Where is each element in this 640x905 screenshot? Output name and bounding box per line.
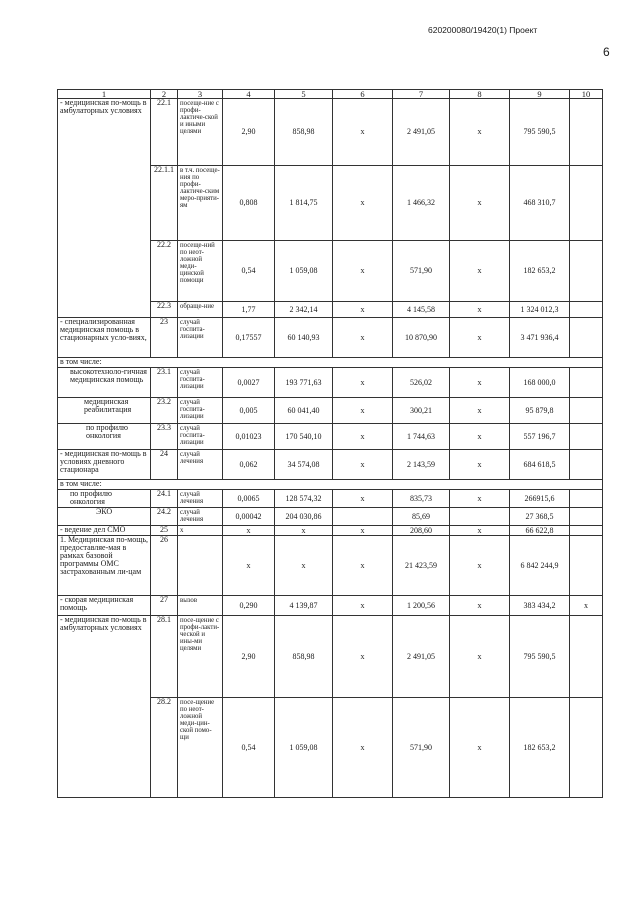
cell: 2 143,59 [393,450,450,480]
cell: x [450,424,510,450]
cell: 2,90 [223,616,275,698]
cell: 10 870,90 [393,318,450,358]
section-label: в том числе: [58,358,603,368]
cell [570,302,603,318]
cell: x [223,536,275,596]
cell: x [333,698,393,798]
unit-cell: в т.ч. посеще-ния по профи-лактиче-ским меро-прияти-ям [178,166,223,241]
row-number: 23.2 [151,398,178,424]
cell: 571,90 [393,698,450,798]
row-label: - медицинская по-мощь в амбулаторных условиях [58,99,151,318]
table-row [58,616,603,698]
cell: 858,98 [275,99,333,166]
table-row [58,368,603,398]
row-number: 24 [151,450,178,480]
cell: 858,98 [275,616,333,698]
cell: 795 590,5 [510,99,570,166]
cell: x [333,398,393,424]
cell [570,318,603,358]
cell: 383 434,2 [510,596,570,616]
table-row [58,596,603,616]
cell [570,698,603,798]
cell: x [333,536,393,596]
row-label: - скорая медицинская помощь [58,596,151,616]
unit-cell: случай госпита-лизации [178,318,223,358]
cell [570,536,603,596]
cell: 1 814,75 [275,166,333,241]
unit-cell: обраще-ние [178,302,223,318]
column-header: 1 [58,90,151,99]
cell: x [333,302,393,318]
row-number: 22.1 [151,99,178,166]
cell: x [333,490,393,508]
cell: 27 368,5 [510,508,570,526]
table-row [58,490,603,508]
cell: x [333,241,393,302]
cell: x [333,424,393,450]
row-number: 24.1 [151,490,178,508]
cell [333,508,393,526]
unit-cell [178,536,223,596]
cell: 0,0065 [223,490,275,508]
cell: 85,69 [393,508,450,526]
table-row [58,526,603,536]
section-label: в том числе: [58,480,603,490]
cell: 1 059,08 [275,698,333,798]
row-number: 23.1 [151,368,178,398]
cell: x [450,536,510,596]
cell: 1 466,32 [393,166,450,241]
cell: x [450,596,510,616]
row-number: 22.3 [151,302,178,318]
cell: 34 574,08 [275,450,333,480]
cell [570,368,603,398]
row-label: медицинская реабилитация [58,398,151,424]
cell: 0,005 [223,398,275,424]
cell: 60 041,40 [275,398,333,424]
cell: x [333,99,393,166]
row-number: 28.2 [151,698,178,798]
cell: 1 324 012,3 [510,302,570,318]
cell: 557 196,7 [510,424,570,450]
cell: 0,0027 [223,368,275,398]
column-header: 7 [393,90,450,99]
row-number: 25 [151,526,178,536]
unit-cell: случай госпита-лизации [178,398,223,424]
cell [570,241,603,302]
table-header-row [58,90,603,99]
cell: 0,808 [223,166,275,241]
data-table [57,89,603,798]
cell: 95 879,8 [510,398,570,424]
cell: 204 030,86 [275,508,333,526]
cell [570,398,603,424]
cell: x [450,698,510,798]
cell: x [333,368,393,398]
cell: x [333,318,393,358]
unit-cell: x [178,526,223,536]
table-row [58,358,603,368]
row-number: 27 [151,596,178,616]
cell: 170 540,10 [275,424,333,450]
cell: 2 491,05 [393,99,450,166]
cell: 468 310,7 [510,166,570,241]
cell: 0,01023 [223,424,275,450]
cell: 684 618,5 [510,450,570,480]
cell: x [450,450,510,480]
row-number: 22.1.1 [151,166,178,241]
cell: 1,77 [223,302,275,318]
table-row [58,508,603,526]
cell: 1 059,08 [275,241,333,302]
cell: x [333,616,393,698]
row-label: - специализированная медицинская помощь в стационарных усло-виях, [58,318,151,358]
cell: x [275,526,333,536]
cell: 0,290 [223,596,275,616]
table-row [58,450,603,480]
column-header: 10 [570,90,603,99]
cell: x [450,302,510,318]
unit-cell: посеще-ние с профи-лактиче-ской и иными целями [178,99,223,166]
cell: 6 842 244,9 [510,536,570,596]
cell [450,508,510,526]
table-row [58,318,603,358]
column-header: 3 [178,90,223,99]
cell: 0,17557 [223,318,275,358]
column-header: 6 [333,90,393,99]
cell: 128 574,32 [275,490,333,508]
column-header: 4 [223,90,275,99]
table-row [58,398,603,424]
cell: x [450,99,510,166]
row-label: 1. Медицинская по-мощь, предоставляе-мая в рамках базовой программы ОМС застрахованным ли-цам [58,536,151,596]
cell: 66 622,8 [510,526,570,536]
unit-cell: случай госпита-лизации [178,424,223,450]
cell [570,616,603,698]
cell: x [450,616,510,698]
cell: x [450,318,510,358]
unit-cell: посе-щение с профи-лакти-ческой и ины-ми целями [178,616,223,698]
unit-cell: посеще-ний по неот-ложной меди-цинской помощи [178,241,223,302]
unit-cell: вызов [178,596,223,616]
cell: 21 423,59 [393,536,450,596]
cell: 300,21 [393,398,450,424]
unit-cell: случай лечения [178,490,223,508]
row-label: по профилю онкология [58,424,151,450]
table-row [58,424,603,450]
cell: 168 000,0 [510,368,570,398]
cell: 4 145,58 [393,302,450,318]
cell: 4 139,87 [275,596,333,616]
unit-cell: посе-щение по неот-ложной меди-цин-ской помо-щи [178,698,223,798]
row-number: 23 [151,318,178,358]
table-row [58,480,603,490]
cell [570,424,603,450]
cell: 182 653,2 [510,698,570,798]
cell: 0,54 [223,698,275,798]
page-number: 6 [603,45,610,59]
unit-cell: случай лечения [178,450,223,480]
cell: x [450,368,510,398]
cell [570,99,603,166]
cell: x [333,166,393,241]
cell: 182 653,2 [510,241,570,302]
cell: x [450,241,510,302]
column-header: 9 [510,90,570,99]
cell [570,526,603,536]
cell: 2 491,05 [393,616,450,698]
cell: x [450,166,510,241]
cell: 0,00042 [223,508,275,526]
cell: 835,73 [393,490,450,508]
cell: 2 342,14 [275,302,333,318]
cell: 193 771,63 [275,368,333,398]
cell: 526,02 [393,368,450,398]
cell: x [570,596,603,616]
column-header: 8 [450,90,510,99]
cell: 0,54 [223,241,275,302]
row-number: 23.3 [151,424,178,450]
cell: 208,60 [393,526,450,536]
unit-cell: случай лечения [178,508,223,526]
cell: 266915,6 [510,490,570,508]
unit-cell: случай госпита-лизации [178,368,223,398]
cell [570,166,603,241]
cell: x [333,526,393,536]
cell: x [275,536,333,596]
cell: x [450,490,510,508]
cell: x [333,450,393,480]
row-label: - ведение дел СМО [58,526,151,536]
cell: 3 471 936,4 [510,318,570,358]
cell: 2,90 [223,99,275,166]
column-header: 2 [151,90,178,99]
cell [570,508,603,526]
row-label: по профилю онкология [58,490,151,508]
column-header: 5 [275,90,333,99]
cell: 795 590,5 [510,616,570,698]
cell: 1 200,56 [393,596,450,616]
cell [570,490,603,508]
cell: 571,90 [393,241,450,302]
row-label: высокотехноло-гичная медицинская помощь [58,368,151,398]
document-id: 620200080/19420(1) Проект [428,25,538,35]
row-number: 24.2 [151,508,178,526]
cell: x [450,398,510,424]
cell: 0,062 [223,450,275,480]
row-number: 28.1 [151,616,178,698]
row-number: 26 [151,536,178,596]
cell: 1 744,63 [393,424,450,450]
cell: 60 140,93 [275,318,333,358]
row-label: - медицинская по-мощь в амбулаторных условиях [58,616,151,798]
table-row [58,536,603,596]
row-label: - медицинская по-мощь в условиях дневного стационара [58,450,151,480]
cell [570,450,603,480]
row-number: 22.2 [151,241,178,302]
cell: x [333,596,393,616]
cell: x [223,526,275,536]
table-row [58,99,603,166]
row-label: ЭКО [58,508,151,526]
cell: x [450,526,510,536]
